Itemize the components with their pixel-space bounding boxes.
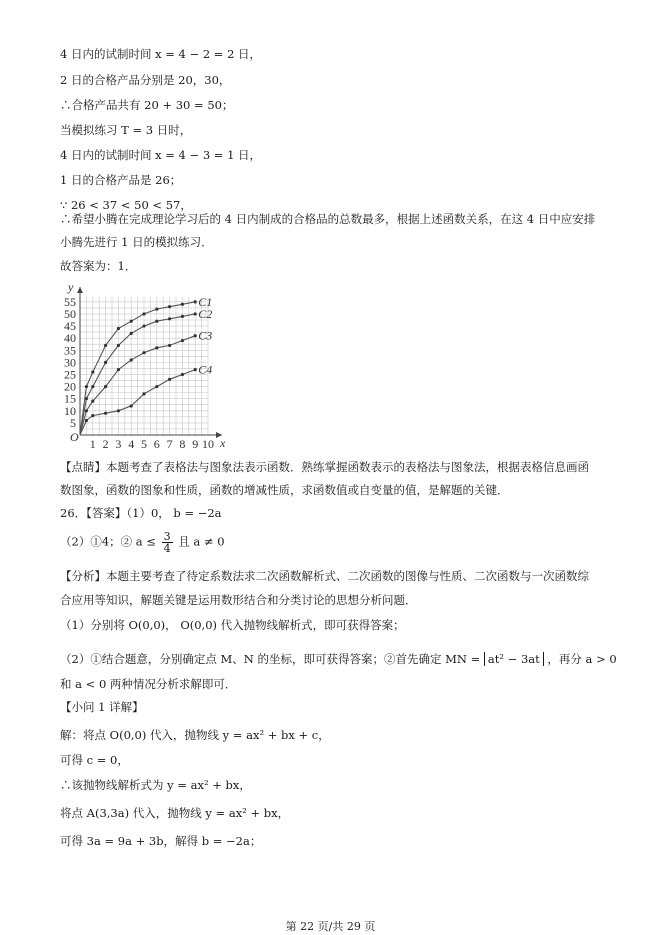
x-tick-label: 7 xyxy=(166,437,173,450)
text-fragment: （2）①结合题意，分别确定点 M、N 的坐标，即可获得答案；②首先确定 MN = xyxy=(60,652,481,666)
data-point xyxy=(91,385,94,388)
data-point xyxy=(117,344,120,347)
y-tick-label: 10 xyxy=(64,403,76,418)
fraction-numerator: 3 xyxy=(163,530,171,543)
data-point xyxy=(117,409,120,412)
y-tick-label: 55 xyxy=(64,294,76,309)
data-point xyxy=(117,368,120,371)
x-tick-label: 10 xyxy=(202,437,214,450)
text-line: 可得 c = 0， xyxy=(60,753,129,767)
series-label: C4 xyxy=(198,362,213,377)
text-line: 合应用等知识，解题关键是运用数形结合和分类讨论的思想分析问题． xyxy=(60,593,417,607)
text-line: 【小问 1 详解】 xyxy=(60,700,144,714)
text-fragment: （2）①4；② a ≤ xyxy=(60,534,156,549)
data-point xyxy=(168,378,171,381)
x-tick-label: 9 xyxy=(192,437,199,450)
text-line: 4 日内的试制时间 x = 4 − 2 = 2 日， xyxy=(60,47,262,61)
line-chart xyxy=(60,280,240,450)
data-point xyxy=(168,317,171,320)
series-label: C3 xyxy=(198,328,213,343)
y-axis-label: y xyxy=(68,280,74,294)
data-point xyxy=(168,344,171,347)
x-tick-label: 2 xyxy=(102,437,109,450)
text-line: ∴希望小腾在完成理论学习后的 4 日内制成的合格品的总数最多，根据上述函数关系，在这 4 日中应安排 xyxy=(60,212,596,226)
data-point xyxy=(194,334,197,337)
data-point xyxy=(130,332,133,335)
data-point xyxy=(155,346,158,349)
text-line: （1）分别将 O(0,0)， O(0,0) 代入抛物线解析式，即可获得答案； xyxy=(60,618,405,632)
y-tick-label: 35 xyxy=(64,343,76,358)
text-line: ∵ 26 < 37 < 50 < 57， xyxy=(60,198,192,212)
text-line: 26．【答案】（1）0， b = −2a xyxy=(60,506,222,520)
data-point xyxy=(104,344,107,347)
data-point xyxy=(181,339,184,342)
data-point xyxy=(91,414,94,417)
data-point xyxy=(104,361,107,364)
data-point xyxy=(117,327,120,330)
data-point xyxy=(194,368,197,371)
data-point xyxy=(130,320,133,323)
y-tick-label: 50 xyxy=(64,306,76,321)
data-point xyxy=(91,370,94,373)
data-point xyxy=(91,400,94,403)
data-point xyxy=(142,324,145,327)
data-point xyxy=(155,385,158,388)
data-point xyxy=(181,303,184,306)
x-tick-label: 3 xyxy=(115,437,122,450)
text-line: ∴该抛物线解析式为 y = ax² + bx， xyxy=(60,778,251,792)
data-point xyxy=(155,320,158,323)
data-point xyxy=(142,392,145,395)
y-tick-label: 5 xyxy=(70,415,76,430)
text-line: 数图象，函数的图象和性质，函数的增减性质，求函数值或自变量的值，是解题的关键． xyxy=(60,483,509,497)
text-line: 和 a < 0 两种情况分析求解即可． xyxy=(60,677,237,691)
data-point xyxy=(130,404,133,407)
absolute-value: at² − 3at xyxy=(484,652,544,666)
data-point xyxy=(85,385,88,388)
x-tick-label: 8 xyxy=(179,437,186,450)
text-line xyxy=(60,651,617,667)
origin-label: O xyxy=(70,430,79,444)
y-tick-label: 30 xyxy=(64,355,76,370)
page-footer: 第 22 页/共 29 页 xyxy=(285,920,376,933)
x-axis-label: x xyxy=(220,436,226,450)
data-point xyxy=(142,351,145,354)
text-line: 将点 A(3,3a) 代入，抛物线 y = ax² + bx， xyxy=(60,806,290,820)
data-point xyxy=(85,397,88,400)
y-tick-label: 20 xyxy=(64,379,76,394)
y-tick-label: 45 xyxy=(64,319,76,334)
text-line: 4 日内的试制时间 x = 4 − 3 = 1 日， xyxy=(60,148,262,162)
x-tick-label: 4 xyxy=(128,437,135,450)
text-line: 【点睛】本题考查了表格法与图象法表示函数．熟练掌握函数表示的表格法与图象法，根据表格信息画函 xyxy=(60,460,589,474)
y-tick-label: 15 xyxy=(64,391,76,406)
text-line: 可得 3a = 9a + 3b，解得 b = −2a； xyxy=(60,834,262,848)
text-fragment: 且 a ≠ 0 xyxy=(178,534,225,549)
fraction-denominator: 4 xyxy=(163,542,171,555)
data-point xyxy=(104,412,107,415)
y-tick-label: 40 xyxy=(64,331,76,346)
data-point xyxy=(155,308,158,311)
data-point xyxy=(181,315,184,318)
data-point xyxy=(85,419,88,422)
data-point xyxy=(142,312,145,315)
series-label: C2 xyxy=(198,306,213,321)
text-line: 当模拟练习 T = 3 日时， xyxy=(60,123,192,137)
data-point xyxy=(104,385,107,388)
x-tick-label: 5 xyxy=(141,437,147,450)
text-line: 【分析】本题主要考查了待定系数法求二次函数解析式、二次函数的图像与性质、二次函数与一次函数综 xyxy=(60,569,589,583)
y-tick-label: 25 xyxy=(64,367,76,382)
data-point xyxy=(130,358,133,361)
series-label: C1 xyxy=(198,294,213,309)
text-line: 解：将点 O(0,0) 代入，抛物线 y = ax² + bx + c， xyxy=(60,728,330,742)
text-line: 故答案为：1． xyxy=(60,259,137,273)
x-tick-label: 6 xyxy=(153,437,160,450)
text-line xyxy=(60,531,225,554)
text-line: ∴合格产品共有 20 + 30 = 50； xyxy=(60,98,234,112)
data-point xyxy=(181,373,184,376)
data-point xyxy=(168,305,171,308)
y-axis-arrow xyxy=(77,287,83,293)
data-point xyxy=(194,312,197,315)
text-fragment: ，再分 a > 0 xyxy=(547,652,617,666)
text-line: 小腾先进行 1 日的模拟练习． xyxy=(60,235,213,249)
text-line: 1 日的合格产品是 26； xyxy=(60,173,182,187)
data-point xyxy=(85,409,88,412)
text-line: 2 日的合格产品分别是 20，30， xyxy=(60,73,231,87)
fraction xyxy=(162,531,173,554)
data-point xyxy=(194,300,197,303)
x-tick-label: 1 xyxy=(89,437,96,450)
